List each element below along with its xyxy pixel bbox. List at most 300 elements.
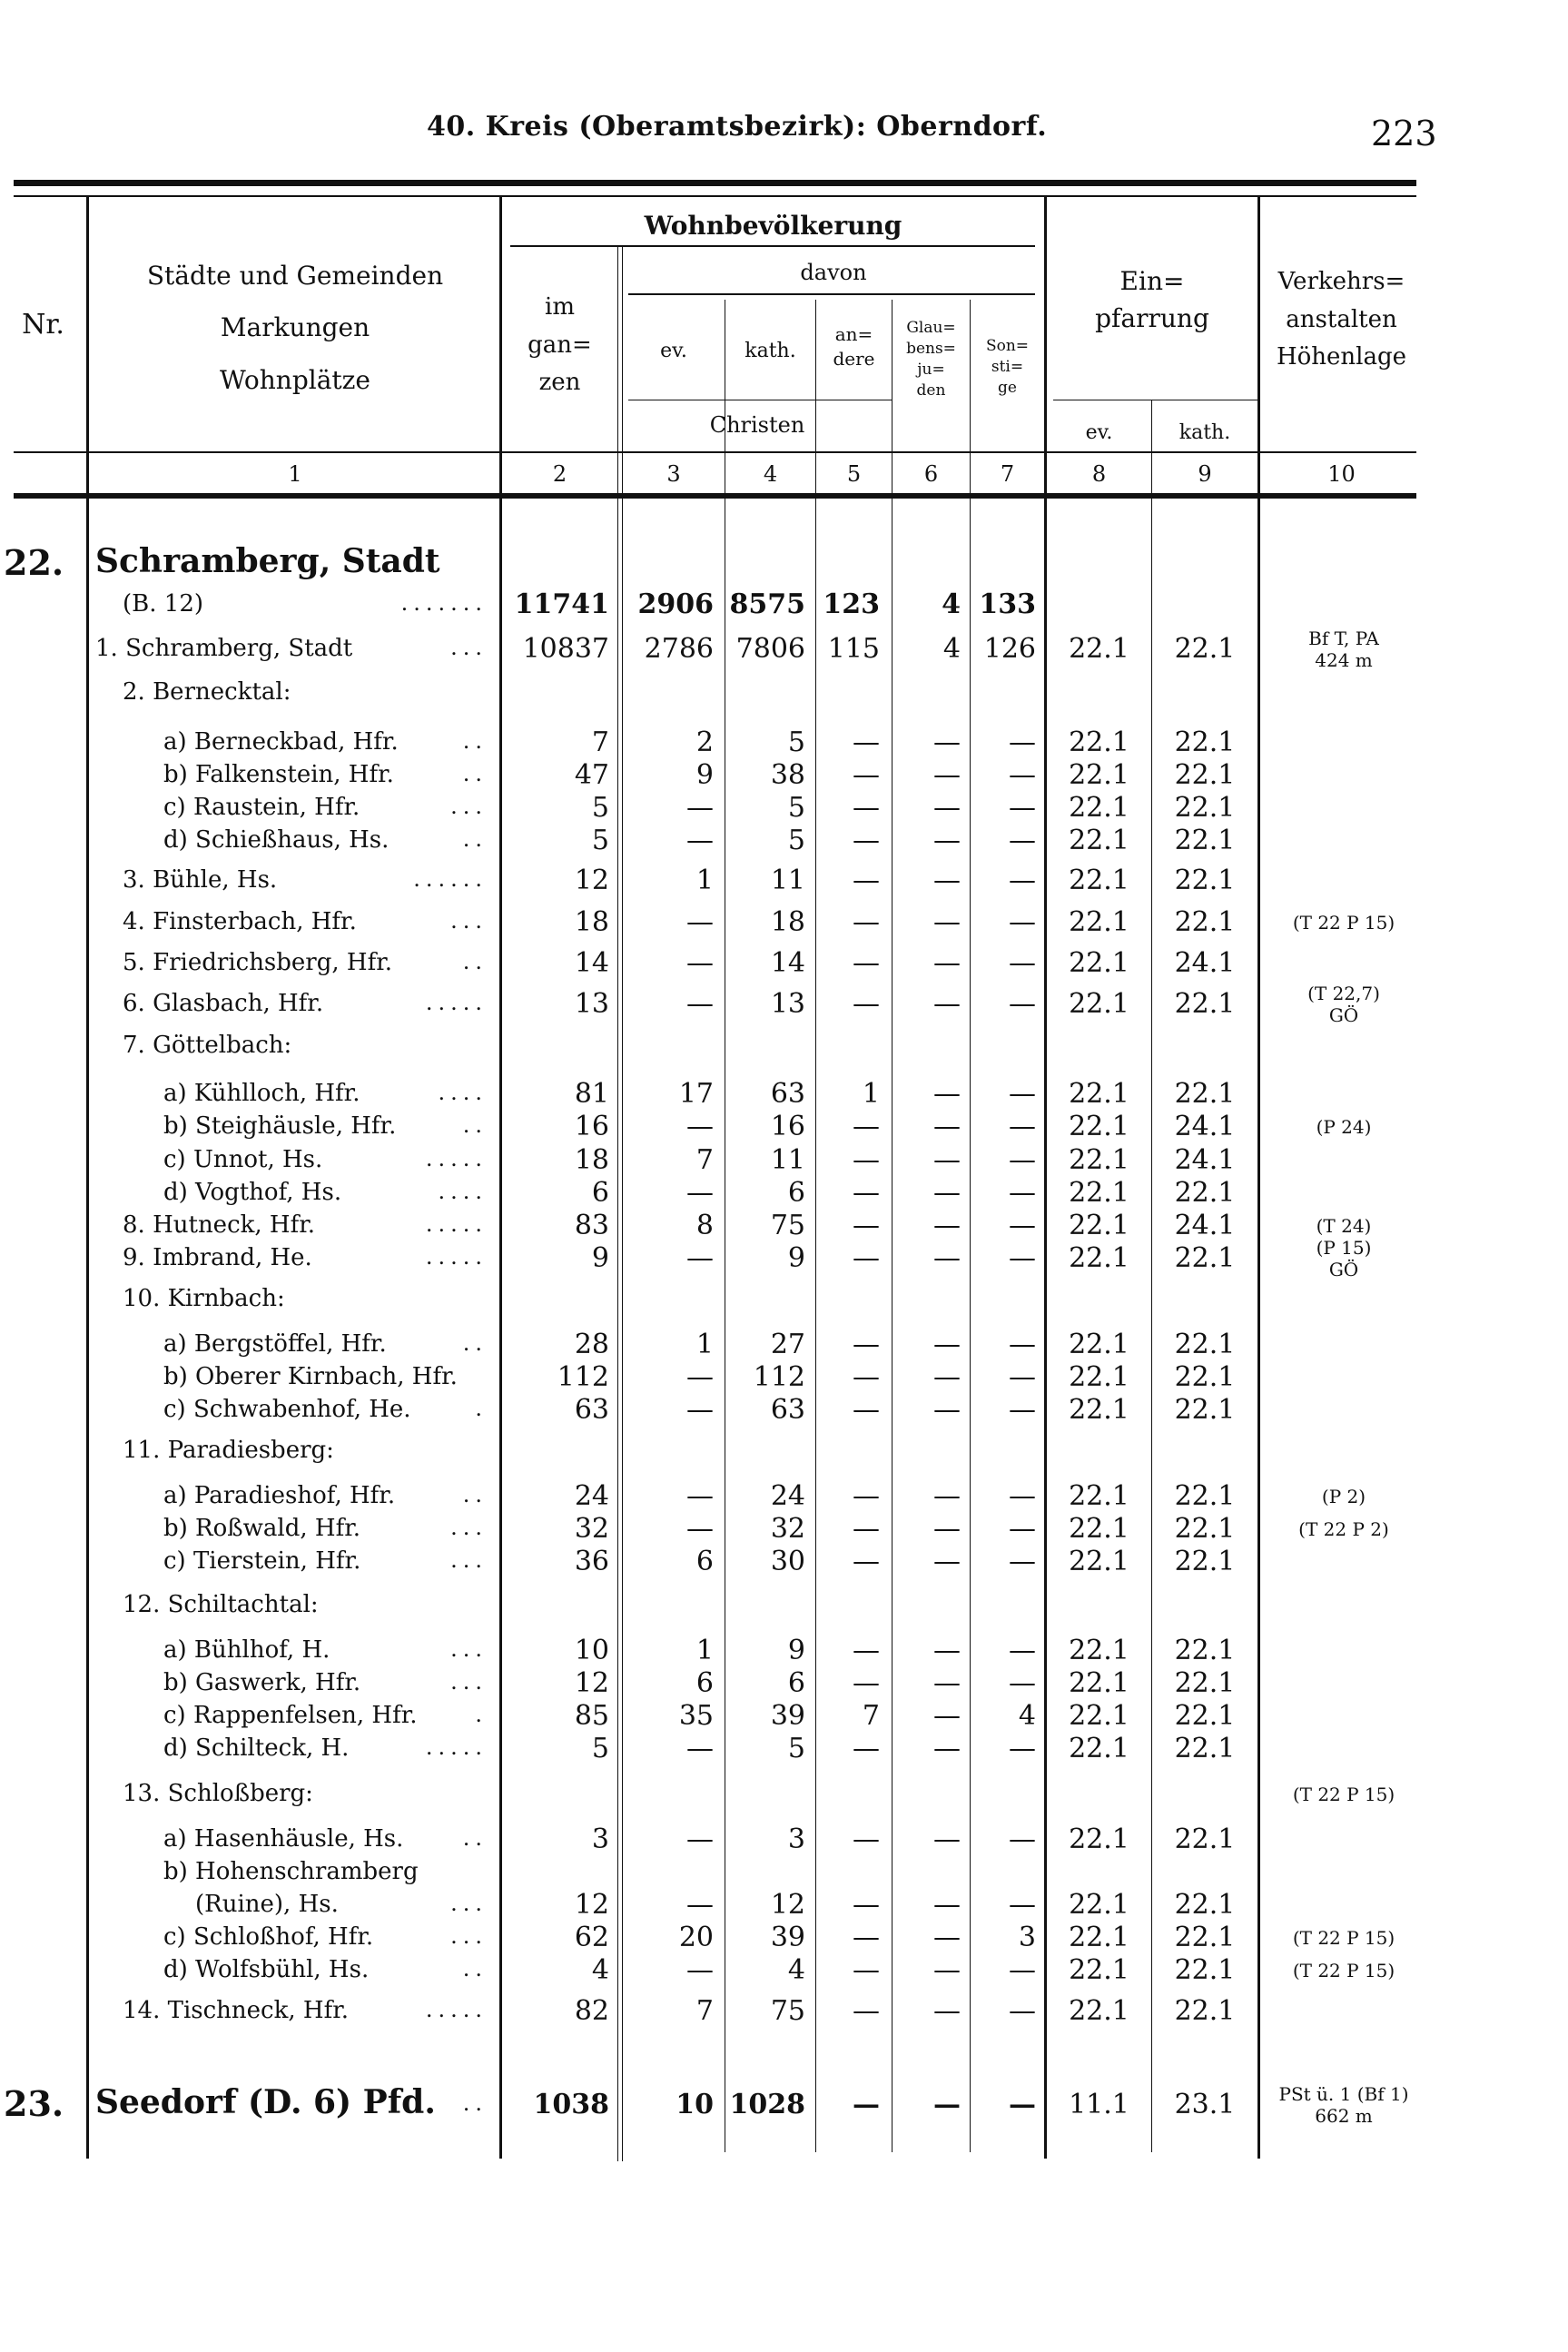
cell-andere: — xyxy=(853,1635,880,1666)
cell-andere: — xyxy=(853,1111,880,1142)
place-name: 5. Friedrichsberg, Hfr. xyxy=(123,949,393,976)
rule-colnums-bottom xyxy=(14,493,1416,499)
cell-kath: 7806 xyxy=(735,633,805,665)
cell-kath: 8575 xyxy=(729,588,805,620)
cell-sonst: — xyxy=(1009,1242,1036,1274)
cell-ev: — xyxy=(686,906,714,938)
leader-dots: .. xyxy=(462,1956,488,1981)
cell-kath: 9 xyxy=(787,1635,805,1666)
cell-kath: 5 xyxy=(787,825,805,856)
cell-pf-ev: 22.1 xyxy=(1069,1667,1129,1699)
column-number: 2 xyxy=(552,461,567,487)
verkehr-note-line: (P 15) xyxy=(1316,1237,1372,1259)
place-name: Seedorf (D. 6) Pfd. xyxy=(95,2083,436,2121)
cell-juden: 4 xyxy=(942,588,961,620)
leader-dots: ... xyxy=(450,1923,488,1949)
table-row xyxy=(0,1954,1568,1991)
cell-juden: — xyxy=(933,1329,961,1360)
cell-ev: 6 xyxy=(695,1667,714,1699)
cell-andere: — xyxy=(853,726,880,758)
place-name: a) Bühlhof, H. xyxy=(163,1636,330,1664)
leader-dots: .. xyxy=(462,2090,488,2116)
cell-ev: — xyxy=(686,1954,714,1986)
leader-dots: .. xyxy=(462,728,488,754)
cell-andere: — xyxy=(853,865,880,896)
cell-pf-kath: 22.1 xyxy=(1174,1954,1236,1986)
table-row xyxy=(0,1823,1568,1860)
verkehr-note-line: (P 2) xyxy=(1321,1486,1366,1507)
verkehr-note xyxy=(1267,1116,1421,1138)
cell-sonst: 4 xyxy=(1018,1700,1036,1732)
header-nr: Nr. xyxy=(22,309,64,341)
place-name: 11. Paradiesberg: xyxy=(123,1437,334,1464)
cell-pf-ev: 22.1 xyxy=(1069,906,1129,938)
table-row xyxy=(0,1922,1568,1958)
cell-kath: 11 xyxy=(770,1144,805,1176)
row-number: 23. xyxy=(4,2083,64,2124)
place-name: 3. Bühle, Hs. xyxy=(123,866,278,894)
header-gj-l3: ju= xyxy=(917,360,945,379)
leader-dots: .. xyxy=(462,1825,488,1851)
cell-pf-kath: 24.1 xyxy=(1174,1111,1236,1142)
verkehr-note xyxy=(1267,912,1421,934)
rule-under-davon xyxy=(628,293,1035,295)
leader-dots: ..... xyxy=(425,1734,488,1760)
cell-total: 13 xyxy=(574,988,609,1020)
table-row xyxy=(0,1546,1568,1582)
cell-pf-ev: 22.1 xyxy=(1069,1733,1129,1764)
header-ev: ev. xyxy=(660,340,687,362)
place-name: c) Raustein, Hfr. xyxy=(163,794,360,821)
leader-dots: .. xyxy=(462,1112,488,1138)
cell-kath: 16 xyxy=(770,1111,805,1142)
header-col1-line3: Wohnplätze xyxy=(220,364,370,395)
leader-dots: ... xyxy=(450,1891,488,1916)
cell-pf-ev: 22.1 xyxy=(1069,825,1129,856)
cell-kath: 3 xyxy=(787,1823,805,1855)
cell-total: 36 xyxy=(574,1546,609,1577)
cell-total: 24 xyxy=(574,1480,609,1512)
cell-ev: 35 xyxy=(678,1700,714,1732)
header-sonstige xyxy=(971,336,1044,399)
verkehr-note-line: GÖ xyxy=(1328,1004,1359,1026)
rule-under-wohnbev xyxy=(510,245,1035,247)
table-row xyxy=(0,865,1568,901)
cell-sonst: — xyxy=(1009,1480,1036,1512)
cell-juden: — xyxy=(933,2089,961,2120)
cell-ev: — xyxy=(686,1480,714,1512)
cell-kath: 11 xyxy=(770,865,805,896)
place-name: c) Schloßhof, Hfr. xyxy=(163,1923,374,1951)
cell-juden: — xyxy=(933,1889,961,1921)
cell-juden: — xyxy=(933,825,961,856)
table-row xyxy=(0,1177,1568,1213)
cell-total: 63 xyxy=(574,1394,609,1426)
verkehr-note xyxy=(1267,628,1421,671)
table-row xyxy=(0,1856,1568,1892)
cell-sonst: — xyxy=(1009,1210,1036,1241)
cell-total: 5 xyxy=(591,1733,609,1764)
cell-total: 18 xyxy=(574,1144,609,1176)
cell-andere: — xyxy=(853,1667,880,1699)
place-name: a) Kühlloch, Hfr. xyxy=(163,1080,360,1107)
cell-andere: — xyxy=(853,1242,880,1274)
cell-juden: — xyxy=(933,1546,961,1577)
table-row xyxy=(0,1078,1568,1114)
cell-ev: 7 xyxy=(695,1144,714,1176)
leader-dots: ...... xyxy=(413,866,488,892)
cell-andere: — xyxy=(853,759,880,791)
cell-pf-ev: 22.1 xyxy=(1069,1361,1129,1393)
top-rule-thin xyxy=(14,195,1416,197)
cell-total: 5 xyxy=(591,825,609,856)
leader-dots: ... xyxy=(450,908,488,934)
cell-pf-ev: 22.1 xyxy=(1069,1144,1129,1176)
cell-andere: 123 xyxy=(823,588,880,620)
cell-pf-kath: 22.1 xyxy=(1174,1078,1236,1110)
cell-sonst: — xyxy=(1009,1889,1036,1921)
column-number: 4 xyxy=(763,461,778,487)
cell-juden: — xyxy=(933,1635,961,1666)
cell-ev: 1 xyxy=(695,865,714,896)
header-gj-l2: bens= xyxy=(906,339,956,358)
table-row xyxy=(0,1111,1568,1147)
place-name: 6. Glasbach, Hfr. xyxy=(123,990,324,1017)
leader-dots: ... xyxy=(450,635,488,660)
cell-andere: — xyxy=(853,1954,880,1986)
place-name: b) Roßwald, Hfr. xyxy=(163,1515,361,1542)
cell-pf-kath: 22.1 xyxy=(1174,1394,1236,1426)
verkehr-note xyxy=(1267,1237,1421,1280)
cell-pf-ev: 22.1 xyxy=(1069,1480,1129,1512)
cell-kath: 38 xyxy=(770,759,805,791)
cell-pf-ev: 22.1 xyxy=(1069,1242,1129,1274)
cell-pf-kath: 22.1 xyxy=(1174,1329,1236,1360)
cell-total: 82 xyxy=(574,1995,609,2027)
table-row xyxy=(0,1513,1568,1549)
cell-andere: — xyxy=(853,1513,880,1545)
cell-andere: 7 xyxy=(862,1700,880,1732)
cell-andere: — xyxy=(853,2089,880,2120)
cell-pf-kath: 22.1 xyxy=(1174,1242,1236,1274)
cell-total: 28 xyxy=(574,1329,609,1360)
leader-dots: .. xyxy=(462,761,488,786)
cell-andere: — xyxy=(853,1177,880,1209)
place-name: c) Rappenfelsen, Hfr. xyxy=(163,1702,418,1729)
cell-kath: 75 xyxy=(770,1210,805,1241)
cell-sonst: — xyxy=(1009,1995,1036,2027)
place-name: 4. Finsterbach, Hfr. xyxy=(123,908,357,935)
cell-kath: 5 xyxy=(787,1733,805,1764)
verkehr-note-line: (T 22 P 15) xyxy=(1292,1784,1395,1805)
cell-pf-ev: 22.1 xyxy=(1069,1954,1129,1986)
cell-andere: — xyxy=(853,825,880,856)
cell-pf-ev: 22.1 xyxy=(1069,988,1129,1020)
place-name: 7. Göttelbach: xyxy=(123,1032,292,1059)
header-gj-l1: Glau= xyxy=(906,319,956,337)
leader-dots: . xyxy=(475,1396,488,1421)
cell-juden: — xyxy=(933,865,961,896)
cell-pf-kath: 22.1 xyxy=(1174,1513,1236,1545)
table-row xyxy=(0,1700,1568,1736)
table-row xyxy=(0,792,1568,828)
cell-kath: 6 xyxy=(787,1177,805,1209)
cell-juden: — xyxy=(933,1995,961,2027)
cell-kath: 18 xyxy=(770,906,805,938)
header-im-ganzen xyxy=(502,289,617,402)
table-row xyxy=(0,542,1568,584)
leader-dots: ... xyxy=(450,1669,488,1695)
header-col1 xyxy=(91,250,499,406)
cell-juden: — xyxy=(933,1513,961,1545)
cell-pf-kath: 22.1 xyxy=(1174,726,1236,758)
cell-ev: 20 xyxy=(678,1922,714,1953)
header-andere xyxy=(816,322,892,371)
cell-pf-kath: 22.1 xyxy=(1174,633,1236,665)
header-im: im xyxy=(545,293,575,321)
cell-juden: — xyxy=(933,988,961,1020)
leader-dots: ....... xyxy=(400,590,488,616)
verkehr-note-line: PSt ü. 1 (Bf 1) xyxy=(1278,2083,1409,2105)
cell-sonst: — xyxy=(1009,1513,1036,1545)
cell-ev: — xyxy=(686,1242,714,1274)
cell-andere: — xyxy=(853,1733,880,1764)
cell-ev: — xyxy=(686,1823,714,1855)
verkehr-note-line: GÖ xyxy=(1328,1259,1359,1280)
cell-total: 9 xyxy=(591,1242,609,1274)
cell-pf-kath: 22.1 xyxy=(1174,865,1236,896)
cell-juden: — xyxy=(933,1394,961,1426)
cell-kath: 30 xyxy=(770,1546,805,1577)
cell-pf-kath: 22.1 xyxy=(1174,1546,1236,1577)
verkehr-note-line: (T 22 P 15) xyxy=(1292,1927,1395,1949)
cell-sonst: — xyxy=(1009,988,1036,1020)
cell-sonst: — xyxy=(1009,906,1036,938)
cell-ev: — xyxy=(686,1361,714,1393)
place-name: c) Unnot, Hs. xyxy=(163,1146,323,1173)
cell-ev: — xyxy=(686,1111,714,1142)
cell-juden: — xyxy=(933,1078,961,1110)
place-name: 14. Tischneck, Hfr. xyxy=(123,1997,350,2024)
leader-dots: ..... xyxy=(425,1146,488,1171)
cell-sonst: — xyxy=(1009,1329,1036,1360)
cell-pf-kath: 24.1 xyxy=(1174,947,1236,979)
cell-pf-kath: 22.1 xyxy=(1174,1889,1236,1921)
table-row xyxy=(0,1995,1568,2031)
cell-sonst: — xyxy=(1009,726,1036,758)
cell-kath: 32 xyxy=(770,1513,805,1545)
cell-kath: 14 xyxy=(770,947,805,979)
cell-pf-kath: 22.1 xyxy=(1174,759,1236,791)
place-name: (Ruine), Hs. xyxy=(195,1891,339,1918)
cell-pf-ev: 22.1 xyxy=(1069,1889,1129,1921)
cell-juden: — xyxy=(933,1733,961,1764)
cell-pf-ev: 22.1 xyxy=(1069,1513,1129,1545)
cell-total: 3 xyxy=(591,1823,609,1855)
header-einpfarrung xyxy=(1047,263,1257,337)
cell-ev: — xyxy=(686,825,714,856)
top-rule-thick xyxy=(14,180,1416,186)
cell-pf-ev: 22.1 xyxy=(1069,726,1129,758)
place-name: 9. Imbrand, He. xyxy=(123,1244,312,1271)
cell-pf-kath: 22.1 xyxy=(1174,1635,1236,1666)
header-kath: kath. xyxy=(745,340,796,362)
table-row xyxy=(0,1394,1568,1430)
cell-juden: — xyxy=(933,947,961,979)
place-name: d) Schilteck, H. xyxy=(163,1734,350,1762)
cell-kath: 1028 xyxy=(729,2089,805,2120)
cell-pf-kath: 23.1 xyxy=(1174,2089,1236,2120)
page-number: 223 xyxy=(1371,114,1437,153)
table-row xyxy=(0,628,1568,671)
cell-ev: — xyxy=(686,792,714,824)
cell-sonst: 3 xyxy=(1018,1922,1036,1953)
header-zen: zen xyxy=(538,369,581,397)
cell-pf-ev: 11.1 xyxy=(1069,2089,1129,2120)
cell-ev: 2786 xyxy=(644,633,714,665)
cell-ev: 2906 xyxy=(637,588,714,620)
cell-ev: 2 xyxy=(695,726,714,758)
cell-pf-kath: 22.1 xyxy=(1174,1361,1236,1393)
verkehr-note xyxy=(1267,1215,1421,1237)
cell-andere: — xyxy=(853,1329,880,1360)
cell-sonst: — xyxy=(1009,825,1036,856)
cell-juden: — xyxy=(933,1111,961,1142)
cell-pf-ev: 22.1 xyxy=(1069,1823,1129,1855)
cell-kath: 4 xyxy=(787,1954,805,1986)
cell-total: 62 xyxy=(574,1922,609,1953)
cell-andere: — xyxy=(853,1995,880,2027)
cell-andere: — xyxy=(853,1394,880,1426)
header-verkehr-l2: anstalten xyxy=(1286,305,1397,333)
verkehr-note xyxy=(1267,1784,1421,1805)
table-row xyxy=(0,1435,1568,1471)
cell-sonst: — xyxy=(1009,1823,1036,1855)
verkehr-note-line: (T 22 P 2) xyxy=(1298,1518,1389,1540)
cell-juden: — xyxy=(933,759,961,791)
cell-pf-ev: 22.1 xyxy=(1069,1995,1129,2027)
table-row xyxy=(0,825,1568,861)
cell-pf-ev: 22.1 xyxy=(1069,1546,1129,1577)
column-number: 3 xyxy=(666,461,681,487)
cell-andere: — xyxy=(853,1480,880,1512)
header-verkehr-l1: Verkehrs= xyxy=(1277,268,1405,295)
cell-kath: 112 xyxy=(753,1361,805,1393)
table-row xyxy=(0,1237,1568,1280)
leader-dots: .... xyxy=(438,1080,488,1105)
table-row xyxy=(0,983,1568,1026)
cell-juden: — xyxy=(933,1667,961,1699)
cell-juden: — xyxy=(933,1922,961,1953)
place-name: d) Wolfsbühl, Hs. xyxy=(163,1956,370,1983)
cell-juden: 4 xyxy=(942,633,961,665)
verkehr-note xyxy=(1267,2083,1421,2127)
place-name: a) Bergstöffel, Hfr. xyxy=(163,1330,387,1358)
table-row xyxy=(0,1361,1568,1398)
cell-sonst: — xyxy=(1009,1546,1036,1577)
cell-ev: — xyxy=(686,1733,714,1764)
cell-pf-ev: 22.1 xyxy=(1069,947,1129,979)
header-gj-l4: den xyxy=(916,380,946,400)
table-row xyxy=(0,1480,1568,1517)
leader-dots: ..... xyxy=(425,990,488,1015)
cell-total: 32 xyxy=(574,1513,609,1545)
cell-kath: 6 xyxy=(787,1667,805,1699)
cell-ev: — xyxy=(686,1889,714,1921)
place-name: b) Hohenschramberg xyxy=(163,1858,419,1885)
header-einpfarrung-ev: ev. xyxy=(1085,421,1113,444)
place-name: 12. Schiltachtal: xyxy=(123,1591,319,1618)
place-name: d) Schießhaus, Hs. xyxy=(163,826,390,854)
header-einpfarrung-kath: kath. xyxy=(1178,421,1231,444)
table-row xyxy=(0,2083,1568,2127)
cell-sonst: 126 xyxy=(983,633,1036,665)
cell-juden: — xyxy=(933,906,961,938)
cell-pf-ev: 22.1 xyxy=(1069,1635,1129,1666)
verkehr-note-line: (P 24) xyxy=(1316,1116,1372,1138)
cell-total: 112 xyxy=(557,1361,609,1393)
cell-total: 6 xyxy=(591,1177,609,1209)
place-name: 10. Kirnbach: xyxy=(123,1285,285,1312)
header-sonst-l1: Son= xyxy=(985,337,1030,355)
column-number: 6 xyxy=(923,461,939,487)
cell-total: 12 xyxy=(574,1667,609,1699)
cell-sonst: — xyxy=(1009,1144,1036,1176)
cell-pf-kath: 24.1 xyxy=(1174,1210,1236,1241)
place-name: 1. Schramberg, Stadt xyxy=(95,635,353,662)
cell-pf-ev: 22.1 xyxy=(1069,792,1129,824)
place-name: b) Oberer Kirnbach, Hfr. xyxy=(163,1363,458,1390)
cell-andere: — xyxy=(853,1144,880,1176)
cell-total: 5 xyxy=(591,792,609,824)
leader-dots: .. xyxy=(462,949,488,974)
place-name: (B. 12) xyxy=(123,590,204,618)
table-row xyxy=(0,1144,1568,1181)
leader-dots: ... xyxy=(450,1515,488,1540)
cell-total: 16 xyxy=(574,1111,609,1142)
cell-ev: 1 xyxy=(695,1635,714,1666)
cell-juden: — xyxy=(933,1954,961,1986)
place-name: a) Hasenhäusle, Hs. xyxy=(163,1825,404,1853)
cell-juden: — xyxy=(933,1144,961,1176)
cell-kath: 13 xyxy=(770,988,805,1020)
verkehr-note-line: (T 24) xyxy=(1316,1215,1372,1237)
header-davon: davon xyxy=(800,260,867,285)
cell-juden: — xyxy=(933,1242,961,1274)
verkehr-note-line: (T 22 P 15) xyxy=(1292,1960,1395,1981)
cell-sonst: — xyxy=(1009,792,1036,824)
cell-total: 85 xyxy=(574,1700,609,1732)
header-verkehr-l3: Höhenlage xyxy=(1276,343,1407,371)
cell-kath: 63 xyxy=(770,1078,805,1110)
cell-pf-kath: 22.1 xyxy=(1174,1700,1236,1732)
header-andere-l1: an= xyxy=(834,323,873,345)
cell-ev: 10 xyxy=(676,2089,714,2120)
cell-pf-kath: 22.1 xyxy=(1174,906,1236,938)
cell-juden: — xyxy=(933,1480,961,1512)
cell-pf-ev: 22.1 xyxy=(1069,1210,1129,1241)
cell-pf-ev: 22.1 xyxy=(1069,1394,1129,1426)
cell-pf-ev: 22.1 xyxy=(1069,1700,1129,1732)
cell-sonst: — xyxy=(1009,759,1036,791)
leader-dots: .. xyxy=(462,1330,488,1356)
cell-kath: 75 xyxy=(770,1995,805,2027)
leader-dots: .. xyxy=(462,826,488,852)
cell-total: 14 xyxy=(574,947,609,979)
place-name: b) Falkenstein, Hfr. xyxy=(163,761,394,788)
cell-pf-ev: 22.1 xyxy=(1069,633,1129,665)
cell-sonst: — xyxy=(1009,1733,1036,1764)
